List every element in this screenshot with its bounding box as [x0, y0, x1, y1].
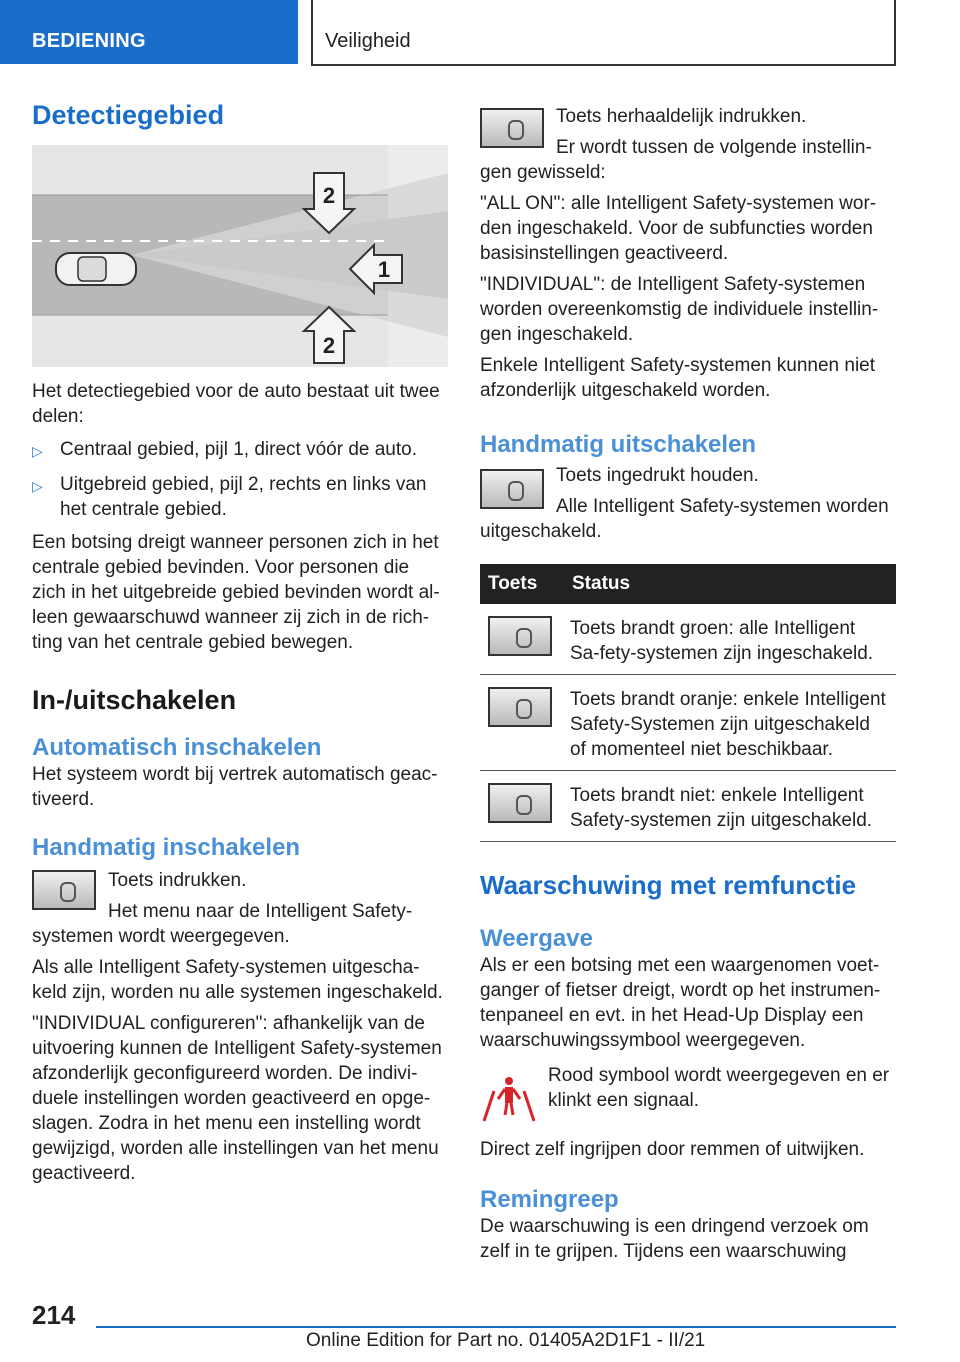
- body-text: Een botsing dreigt wanneer personen zich in het centrale gebied bevinden. Voor personen die zich in het uitgebreide gebied bevinden wordt al-leen gewaarschuwd wanneer zij zich in de rich-ting van het centrale gebied bewegen.: [32, 532, 440, 653]
- triangle-bullet-icon: ▷: [32, 478, 43, 494]
- heading-weergave: Weergave: [480, 925, 593, 952]
- table-header-toets: Toets: [480, 564, 564, 604]
- status-table: [480, 564, 896, 842]
- symbol-text: Rood symbool wordt weergegeven en er klinkt een signaal.: [548, 1065, 890, 1111]
- heading-detectiegebied: Detectiegebied: [32, 100, 225, 130]
- symbol-block: [480, 1063, 896, 1127]
- chapter-tab: [311, 0, 896, 66]
- some-systems-text: Enkele Intelligent Safety-systemen kunnen niet afzonderlijk uitgeschakeld worden.: [480, 355, 876, 401]
- car-icon: [56, 253, 136, 285]
- svg-text:2: 2: [322, 183, 336, 208]
- bullet-item: ▷ Centraal gebied, pijl 1, direct vóór de auto.: [32, 437, 448, 464]
- intelligent-safety-button-icon: [32, 870, 96, 910]
- pedestrian-warning-icon: [480, 1063, 538, 1127]
- section-label: BEDIENING: [32, 30, 146, 52]
- manual-off-text: Alle Intelligent Safety-systemen worden uitgeschakeld.: [480, 496, 889, 542]
- heading-remingreep: Remingreep: [480, 1186, 619, 1213]
- intro-text: Het detectiegebied voor de auto bestaat uit twee delen:: [32, 381, 440, 427]
- manual-text: Het menu naar de Intelligent Safety-systemen wordt weergegeven.: [32, 901, 413, 947]
- heading-waarschuwing-met-remfunctie: Waarschuwing met remfunctie: [480, 870, 857, 900]
- manual-on-block: Toets indrukken.: [32, 868, 448, 924]
- heading-handmatig-inschakelen: Handmatig inschakelen: [32, 834, 301, 861]
- manual-off-block: Toets ingedrukt houden.: [480, 463, 896, 488]
- edition-text: Online Edition for Part no. 01405A2D1F1 - II/21: [306, 1330, 706, 1351]
- heading-automatisch-inschakelen: Automatisch inschakelen: [32, 734, 322, 761]
- right-column: [480, 100, 896, 1264]
- svg-text:1: 1: [377, 257, 391, 282]
- manual-paragraph-3: "INDIVIDUAL configureren": afhankelijk van de uitvoering kunnen de Intelligent Safety-systemen afzonderlijk geconfigureerd worden. De indivi-duele instellingen worden geactiveerd en opge-slagen. Zodra in het menu een instelling wordt gewijzigd, worden alle instellingen van het menu geactiveerd.: [32, 1013, 442, 1184]
- button-off-icon: [488, 783, 552, 823]
- table-row: Toets brandt niet: enkele Intelligent Safety-systemen zijn uitgeschakeld.: [480, 771, 896, 842]
- auto-text: Het systeem wordt bij vertrek automatisch geac-tiveerd.: [32, 764, 438, 810]
- heading-handmatig-uitschakelen: Handmatig uitschakelen: [480, 431, 757, 458]
- button-green-icon: [488, 616, 552, 656]
- individual-text: "INDIVIDUAL": de Intelligent Safety-systemen worden overeenkomstig de individuele instellin-gen ingeschakeld.: [480, 274, 879, 345]
- chapter-label: Veiligheid: [325, 30, 411, 52]
- repeat-text: Er wordt tussen de volgende instellin-gen gewisseld:: [480, 137, 872, 183]
- table-row: Toets brandt groen: alle Intelligent Sa-fety-systemen zijn ingeschakeld.: [480, 604, 896, 675]
- triangle-bullet-icon: ▷: [32, 443, 43, 459]
- button-orange-icon: [488, 687, 552, 727]
- detection-area-diagram: [32, 145, 448, 367]
- table-header-status: Status: [564, 564, 896, 604]
- manual-paragraph-2: Als alle Intelligent Safety-systemen uitgescha-keld zijn, worden nu alle systemen ingeschakeld.: [32, 957, 443, 1003]
- section-tab: [0, 0, 298, 64]
- display-text: Als er een botsing met een waargenomen voet-ganger of fietser dreigt, wordt op het instrumen-tenpaneel en evt. in het Head-Up Display een waarschuwingssymbool weergegeven.: [480, 955, 881, 1051]
- detection-area-illustration: [32, 145, 448, 367]
- page-number: 214: [32, 1300, 76, 1330]
- intelligent-safety-button-icon: [480, 469, 544, 509]
- footer-divider: [96, 1326, 896, 1328]
- heading-in-uitschakelen: In-/uitschakelen: [32, 685, 237, 715]
- repeat-block: Toets herhaaldelijk indrukken.: [480, 100, 896, 129]
- left-column: [32, 100, 448, 1186]
- svg-text:2: 2: [322, 333, 336, 358]
- bullet-item: ▷ Uitgebreid gebied, pijl 2, rechts en links van het centrale gebied.: [32, 474, 427, 520]
- brake-text: De waarschuwing is een dringend verzoek om zelf in te grijpen. Tijdens een waarschuwing: [480, 1216, 869, 1262]
- all-on-text: "ALL ON": alle Intelligent Safety-systemen wor-den ingeschakeld. Voor de subfuncties worden basisinstellingen geactiveerd.: [480, 193, 877, 264]
- table-row: Toets brandt oranje: enkele Intelligent Safety-Systemen zijn uitgeschakeld of momenteel niet beschikbaar.: [480, 675, 896, 771]
- direct-text: Direct zelf ingrijpen door remmen of uitwijken.: [480, 1139, 865, 1160]
- intelligent-safety-button-icon: [480, 108, 544, 148]
